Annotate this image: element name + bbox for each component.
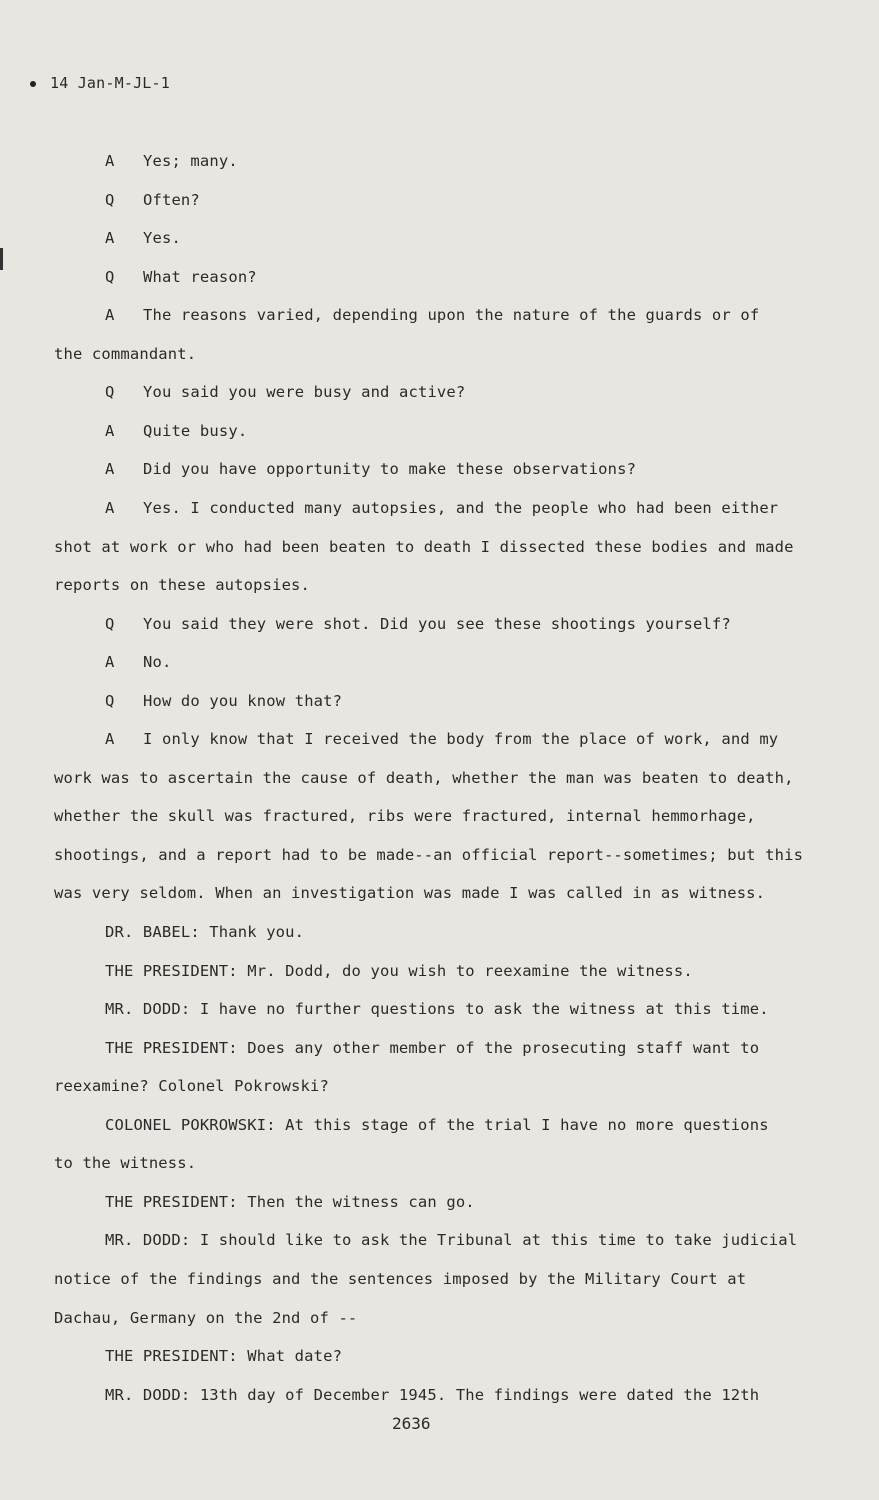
qa-line xyxy=(105,306,759,324)
qa-line xyxy=(105,268,257,286)
continuation-line: reports on these autopsies. xyxy=(54,576,311,594)
qa-label: A xyxy=(105,306,115,324)
qa-line xyxy=(105,653,171,671)
qa-label: Q xyxy=(105,383,115,401)
speaker-line: COLONEL POKROWSKI: At this stage of the trial I have no more questions xyxy=(105,1116,769,1134)
qa-line xyxy=(105,615,731,633)
qa-line xyxy=(105,383,465,401)
qa-text: Often? xyxy=(143,191,200,209)
qa-label: Q xyxy=(105,615,115,633)
speaker-line: MR. DODD: I have no further questions to ask the witness at this time. xyxy=(105,1000,769,1018)
continuation-line: work was to ascertain the cause of death, whether the man was beaten to death, xyxy=(54,769,794,787)
continuation-line: to the witness. xyxy=(54,1154,197,1172)
speaker-line: MR. DODD: I should like to ask the Tribunal at this time to take judicial xyxy=(105,1231,798,1249)
continuation-line: the commandant. xyxy=(54,345,197,363)
qa-text: You said you were busy and active? xyxy=(143,383,466,401)
continuation-line: was very seldom. When an investigation was made I was called in as witness. xyxy=(54,884,766,902)
margin-mark xyxy=(0,248,3,270)
qa-label: A xyxy=(105,653,115,671)
qa-line xyxy=(105,229,181,247)
speaker-line: THE PRESIDENT: What date? xyxy=(105,1347,343,1365)
header-text: 14 Jan-M-JL-1 xyxy=(50,74,170,92)
qa-line xyxy=(105,730,778,748)
qa-text: Did you have opportunity to make these observations? xyxy=(143,460,637,478)
qa-text: What reason? xyxy=(143,268,257,286)
qa-label: Q xyxy=(105,268,115,286)
qa-line xyxy=(105,152,238,170)
qa-label: Q xyxy=(105,191,115,209)
speaker-line: MR. DODD: 13th day of December 1945. The findings were dated the 12th xyxy=(105,1386,760,1404)
qa-line xyxy=(105,460,636,478)
qa-label: Q xyxy=(105,692,115,710)
qa-text: How do you know that? xyxy=(143,692,343,710)
qa-line xyxy=(105,499,778,517)
qa-text: Quite busy. xyxy=(143,422,248,440)
continuation-line: reexamine? Colonel Pokrowski? xyxy=(54,1077,329,1095)
page-number: 2636 xyxy=(392,1414,431,1433)
qa-line xyxy=(105,191,200,209)
qa-text: No. xyxy=(143,653,172,671)
qa-label: A xyxy=(105,152,115,170)
bullet-mark xyxy=(30,81,36,87)
speaker-line: DR. BABEL: Thank you. xyxy=(105,923,305,941)
speaker-line: THE PRESIDENT: Then the witness can go. xyxy=(105,1193,475,1211)
qa-text: Yes. I conducted many autopsies, and the people who had been either xyxy=(143,499,779,517)
page-header xyxy=(30,74,170,92)
qa-text: I only know that I received the body from the place of work, and my xyxy=(143,730,779,748)
qa-label: A xyxy=(105,460,115,478)
qa-line xyxy=(105,692,342,710)
qa-text: You said they were shot. Did you see these shootings yourself? xyxy=(143,615,731,633)
continuation-line: shot at work or who had been beaten to death I dissected these bodies and made xyxy=(54,538,794,556)
qa-label: A xyxy=(105,229,115,247)
speaker-line: THE PRESIDENT: Does any other member of the prosecuting staff want to xyxy=(105,1039,760,1057)
continuation-line: shootings, and a report had to be made--an official report--sometimes; but this xyxy=(54,846,804,864)
qa-text: Yes. xyxy=(143,229,181,247)
continuation-line: whether the skull was fractured, ribs were fractured, internal hemmorhage, xyxy=(54,807,756,825)
qa-text: The reasons varied, depending upon the nature of the guards or of xyxy=(143,306,760,324)
continuation-line: Dachau, Germany on the 2nd of -- xyxy=(54,1309,358,1327)
speaker-line: THE PRESIDENT: Mr. Dodd, do you wish to reexamine the witness. xyxy=(105,962,693,980)
qa-line xyxy=(105,422,247,440)
qa-label: A xyxy=(105,499,115,517)
qa-text: Yes; many. xyxy=(143,152,238,170)
continuation-line: notice of the findings and the sentences imposed by the Military Court at xyxy=(54,1270,747,1288)
qa-label: A xyxy=(105,422,115,440)
qa-label: A xyxy=(105,730,115,748)
